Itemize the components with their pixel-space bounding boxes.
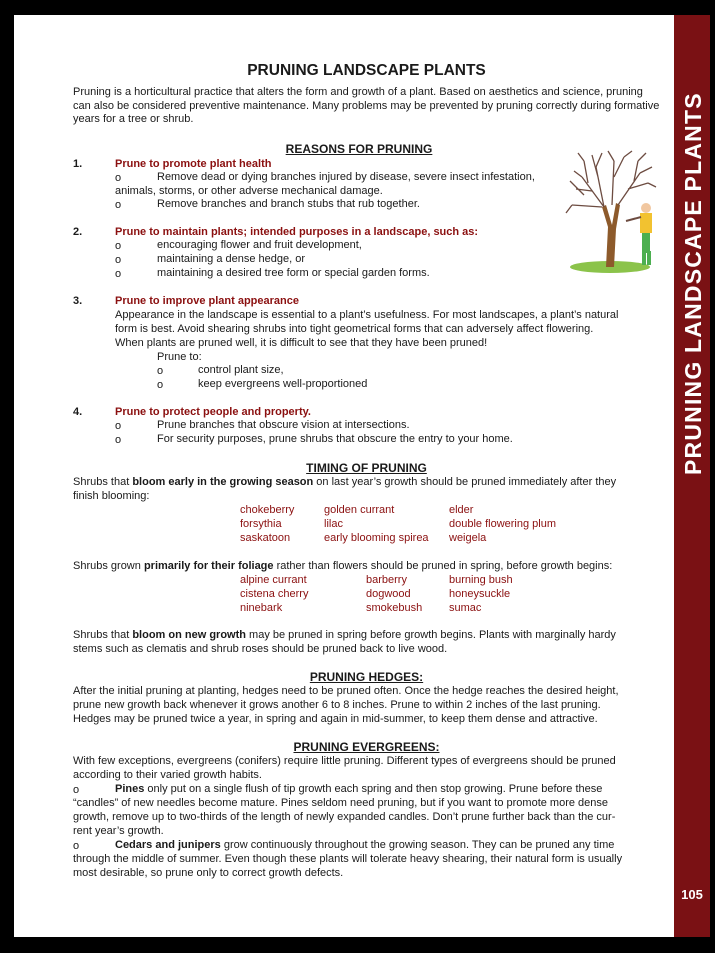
reason-3-bullet-2: keep evergreens well-proportioned: [198, 378, 368, 390]
reason-2-bullet-2: maintaining a dense hedge, or: [157, 253, 305, 265]
reason-2-number: 2.: [73, 226, 83, 238]
pines-line-3: growth, remove up to two-thirds of the length of newly expanded candles. Don’t prune further back than the cur-: [73, 811, 616, 823]
evergreens-heading: PRUNING EVERGREENS:: [293, 740, 440, 754]
reason-1-bullet-1: Remove dead or dying branches injured by disease, severe insect infestation,: [157, 171, 535, 183]
reason-3-line-1: Appearance in the landscape is essential to a plant’s usefulness. For most landscapes, a plant’s natural: [115, 309, 619, 321]
reason-2-bullet-1: encouraging flower and fruit development,: [157, 239, 362, 251]
bullet: o: [115, 254, 122, 266]
reason-4-number: 4.: [73, 406, 83, 418]
reason-4-bullet-2: For security purposes, prune shrubs that obscure the entry to your home.: [157, 433, 513, 445]
early-plant: early blooming spirea: [324, 532, 429, 544]
timing-early-line-1: Shrubs that bloom early in the growing season on last year’s growth should be pruned immediately after they: [73, 476, 617, 488]
bullet: o: [73, 784, 80, 796]
hedges-line-2: prune new growth back whenever it grows another 6 to 8 inches. Prune to within 2 inches of the last pruning.: [73, 699, 601, 711]
cedars-line-2: through the middle of summer. Even though these plants will tolerate heavy shearing, their natural form is usually: [73, 853, 623, 865]
early-plant: elder: [449, 504, 474, 516]
evergreens-line-2: according to their varied growth habits.: [73, 769, 262, 781]
reason-3-line-2: form is best. Avoid shearing shrubs into tight geometrical forms that can adversely affect flowering.: [115, 323, 594, 335]
timing-foliage-line: Shrubs grown primarily for their foliage rather than flowers should be pruned in spring, before growth begins:: [73, 560, 613, 572]
reason-1-number: 1.: [73, 158, 83, 170]
reasons-heading: REASONS FOR PRUNING: [285, 142, 433, 156]
hedges-line-1: After the initial pruning at planting, hedges need to be pruned often. Once the hedge reaches the desired height,: [73, 685, 619, 697]
early-plant: chokeberry: [240, 504, 295, 516]
evergreens-line-1: With few exceptions, evergreens (conifers) require little pruning. Different types of evergreens should be pruned: [73, 755, 616, 767]
bullet: o: [115, 199, 122, 211]
sidebar-band: [674, 15, 710, 937]
reason-2-title: Prune to maintain plants; intended purposes in a landscape, such as:: [115, 226, 479, 238]
foliage-plant: burning bush: [449, 574, 513, 586]
intro-paragraph: Pruning is a horticultural practice that alters the form and growth of a plant. Based on aesthetics and science, pruning can also be considered preventive maintenance. Many problems may be prevented by pruning correctly during formative years for a tree or shrub.: [73, 86, 660, 126]
bullet: o: [115, 240, 122, 252]
foliage-plant: barberry: [366, 574, 407, 586]
early-plant: lilac: [324, 518, 343, 530]
document-page: [14, 15, 674, 937]
pines-line-4: rent year’s growth.: [73, 825, 164, 837]
page-title: PRUNING LANDSCAPE PLANTS: [247, 62, 486, 79]
bullet: o: [157, 379, 164, 391]
prune-to-label: Prune to:: [157, 351, 202, 363]
bullet: o: [115, 172, 122, 184]
hedges-line-3: Hedges may be pruned twice a year, in spring and again in mid-summer, to keep them dense and attractive.: [73, 713, 598, 725]
pines-line-2: “candles” of new needles become mature. Pines seldom need pruning, but if you want to promote more dense: [73, 797, 609, 809]
reason-1-title: Prune to promote plant health: [115, 158, 272, 170]
bullet: o: [115, 434, 122, 446]
foliage-plant: ninebark: [240, 602, 283, 614]
reason-3-line-3: When plants are pruned well, it is difficult to see that they have been pruned!: [115, 337, 488, 349]
foliage-plant: dogwood: [366, 588, 411, 600]
reason-3-bullet-1: control plant size,: [198, 364, 284, 376]
hedges-heading: PRUNING HEDGES:: [309, 670, 424, 684]
timing-new-growth-line-1: Shrubs that bloom on new growth may be pruned in spring before growth begins. Plants with marginally hardy: [73, 629, 616, 641]
sidebar-title: PRUNING LANDSCAPE PLANTS: [680, 92, 706, 475]
early-plant: weigela: [449, 532, 487, 544]
bullet: o: [115, 268, 122, 280]
foliage-plant: smokebush: [366, 602, 423, 614]
reason-1-bullet-1-cont: animals, storms, or other adverse mechanical damage.: [115, 185, 383, 197]
reason-4-title: Prune to protect people and property.: [115, 406, 311, 418]
early-plant: double flowering plum: [449, 518, 557, 530]
cedars-line-3: most desirable, so prune only to correct growth defects.: [73, 867, 344, 879]
bullet: o: [157, 365, 164, 377]
reason-2-bullet-3: maintaining a desired tree form or special garden forms.: [157, 267, 430, 279]
early-plant: golden currant: [324, 504, 395, 516]
timing-new-growth-line-2: stems such as clematis and shrub roses should be pruned back to live wood.: [73, 643, 448, 655]
pines-line-1: Pines only put on a single flush of tip growth each spring and then stop growing. Prune before these: [115, 783, 603, 795]
timing-early-line-2: finish blooming:: [73, 490, 150, 502]
foliage-plant: cistena cherry: [240, 588, 309, 600]
early-plant: saskatoon: [240, 532, 291, 544]
bullet: o: [115, 420, 122, 432]
timing-heading: TIMING OF PRUNING: [306, 461, 427, 475]
cedars-line-1: Cedars and junipers grow continuously throughout the growing season. They can be pruned any time: [115, 839, 615, 851]
reason-4-bullet-1: Prune branches that obscure vision at intersections.: [157, 419, 410, 431]
page-number: 105: [681, 887, 703, 902]
foliage-plant: honeysuckle: [449, 588, 511, 600]
tree-pruning-illustration: [562, 147, 662, 275]
reason-3-number: 3.: [73, 295, 83, 307]
foliage-plant: alpine currant: [240, 574, 307, 586]
foliage-plant: sumac: [449, 602, 482, 614]
early-plant: forsythia: [240, 518, 282, 530]
reason-3-title: Prune to improve plant appearance: [115, 295, 299, 307]
bullet: o: [73, 840, 80, 852]
reason-1-bullet-2: Remove branches and branch stubs that rub together.: [157, 198, 420, 210]
